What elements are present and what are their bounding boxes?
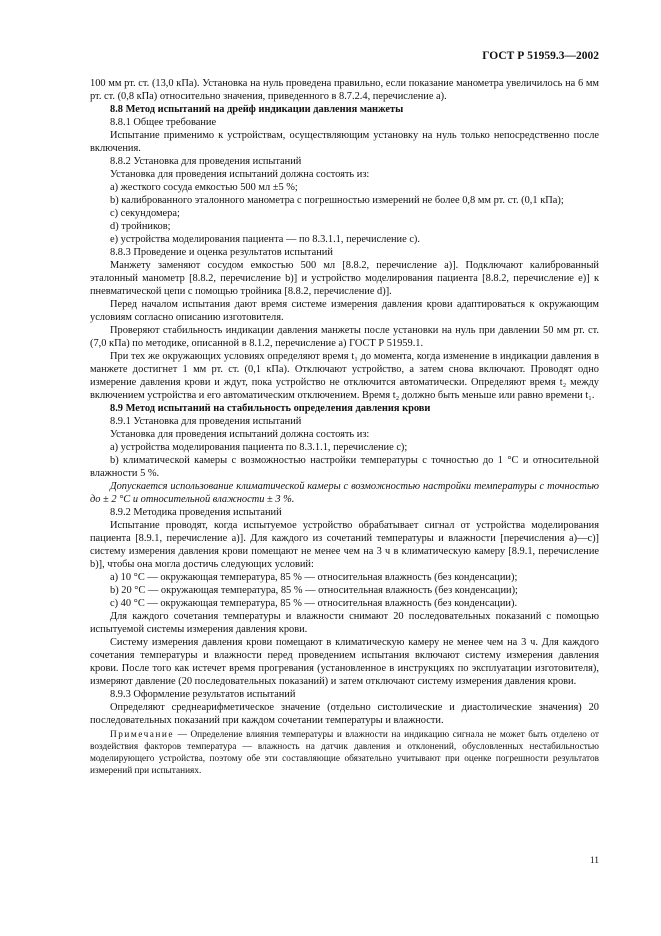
page-number: 11 bbox=[589, 856, 599, 866]
note-text: — Определение влияния температуры и влажности на индикацию сигнала не может быть отделено от воздействия факторов температура — влажность на датчик давления и отклонений, обусловленных нестабильностью моделирующего устройства, поэтому обе эти составляющие обязательно учитывают при оценке погрешности результатов измерений при испытаниях. bbox=[90, 730, 599, 776]
list-item: b) климатической камеры с возможностью настройки температуры с точностью до 1 °С и относительной влажности 5 %. bbox=[90, 455, 599, 479]
paragraph: Определяют среднеарифметическое значение (отдельно систолические и диастолические значения) 20 последовательных показаний при каждом сочетании температуры и влажности. bbox=[90, 702, 599, 726]
document-header: ГОСТ Р 51959.3—2002 bbox=[482, 50, 599, 62]
note bbox=[90, 729, 599, 777]
paragraph: Для каждого сочетания температуры и влажности снимают 20 последовательных показаний с помощью испытуемой системы измерения давления крови. bbox=[90, 611, 599, 635]
paragraph: Установка для проведения испытаний должна состоять из: bbox=[110, 429, 370, 440]
paragraph: Испытание проводят, когда испытуемое устройство обрабатывает сигнал от устройства моделирования пациента [8.9.1, перечисление а)]. Для каждого из сочетаний температуры и влажности [перечисления а)—с)] систему измерения давления крови помещают не менее чем на 3 ч в климатическую камеру [8.9.1, перечисление b)], чтобы она могла достичь следующих условий: bbox=[90, 520, 599, 570]
list-item: b) 20 °С — окружающая температура, 85 % — относительная влажность (без конденсации); bbox=[110, 585, 518, 596]
section-heading-8-8: 8.8 Метод испытаний на дрейф индикации давления манжеты bbox=[110, 104, 404, 115]
list-item: c) 40 °С — окружающая температура, 85 % — относительная влажность (без конденсации). bbox=[110, 598, 518, 609]
paragraph: Систему измерения давления крови помещают в климатическую камеру не менее чем на 3 ч. Для каждого сочетания температуры и влажности перед проведением испытания включают систему измерения давления крови. После того как истечет время прогревания (установленное в инструкциях по эксплуатации изготовителя), измеряют давление (20 последовательных показаний) и затем отключают систему измерения давления крови. bbox=[90, 637, 599, 687]
subsection-heading: 8.9.1 Установка для проведения испытаний bbox=[110, 416, 302, 427]
subsection-heading: 8.9.2 Методика проведения испытаний bbox=[110, 507, 282, 518]
paragraph: При тех же окружающих условиях определяют время t₁ до момента, когда изменение в индикации давления в манжете достигнет 1 мм рт. ст. (0,1 кПа). Отключают устройство, а затем снова включают. Проводят одно измерение давления крови и ждут, пока устройство не отключится автоматически. Определяют время t₂ между включением устройства и его автоматическим отключением. Время t₂ должно быть меньше или равно времени t₁. bbox=[90, 351, 599, 401]
list-item: c) секундомера; bbox=[110, 208, 180, 219]
paragraph: Манжету заменяют сосудом емкостью 500 мл [8.8.2, перечисление а)]. Подключают калиброванный эталонный манометр [8.8.2, перечисление b)] и устройство моделирования пациента [8.8.2, перечисление е)] к пневматической цепи с помощью тройника [8.8.2, перечисление d)]. bbox=[90, 260, 599, 297]
list-item: d) тройников; bbox=[110, 221, 171, 232]
note-label: Примечание bbox=[110, 730, 174, 740]
subsection-heading: 8.8.3 Проведение и оценка результатов испытаний bbox=[110, 247, 333, 258]
list-item: e) устройства моделирования пациента — по 8.3.1.1, перечисление с). bbox=[110, 234, 420, 245]
paragraph: Установка для проведения испытаний должна состоять из: bbox=[110, 169, 370, 180]
paragraph: Испытание применимо к устройствам, осуществляющим установку на нуль только непосредственно после включения. bbox=[90, 130, 599, 154]
paragraph-continued: 100 мм рт. ст. (13,0 кПа). Установка на нуль проведена правильно, если показание манометра увеличилось на 6 мм рт. ст. (0,8 кПа) относительно значения, приведенного в 8.7.2.4, перечисление а). bbox=[90, 78, 599, 102]
section-heading-8-9: 8.9 Метод испытаний на стабильность определения давления крови bbox=[110, 403, 431, 414]
subsection-heading: 8.8.2 Установка для проведения испытаний bbox=[110, 156, 302, 167]
paragraph: Проверяют стабильность индикации давления манжеты после установки на нуль при давлении 50 мм рт. ст. (7,0 кПа) по методике, описанной в 8.1.2, перечисление а) ГОСТ Р 51959.1. bbox=[90, 325, 599, 349]
italic-allowance-paragraph: Допускается использование климатической камеры с возможностью настройки температуры с точностью до ± 2 °С и относительной влажности ± 3 %. bbox=[90, 481, 599, 505]
list-item: а) 10 °С — окружающая температура, 85 % — относительная влажность (без конденсации); bbox=[110, 572, 518, 583]
list-item: b) калиброванного эталонного манометра с погрешностью измерений не более 0,8 мм рт. ст. (0,1 кПа); bbox=[110, 195, 564, 206]
list-item: а) устройства моделирования пациента по 8.3.1.1, перечисление с); bbox=[110, 442, 408, 453]
paragraph: Перед началом испытания дают время системе измерения давления крови адаптироваться к окружающим условиям согласно описанию изготовителя. bbox=[90, 299, 599, 323]
list-item: а) жесткого сосуда емкостью 500 мл ±5 %; bbox=[110, 182, 298, 193]
subsection-heading: 8.8.1 Общее требование bbox=[110, 117, 217, 128]
subsection-heading: 8.9.3 Оформление результатов испытаний bbox=[110, 689, 296, 700]
